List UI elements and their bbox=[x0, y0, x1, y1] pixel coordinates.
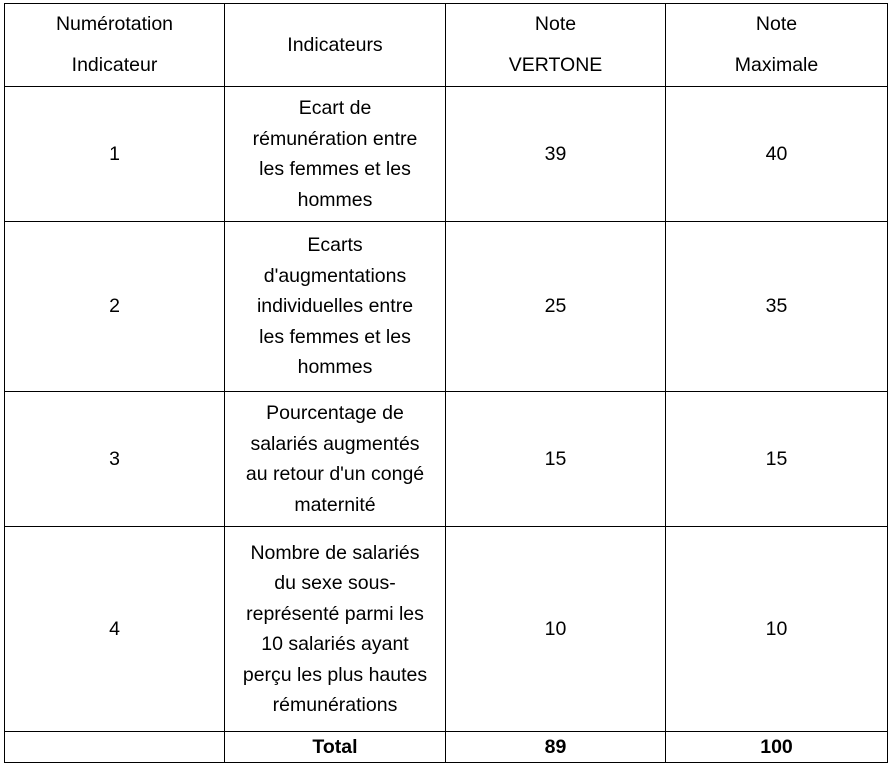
header-note-vertone bbox=[446, 4, 666, 87]
header-note-vertone-line-2: VERTONE bbox=[508, 54, 603, 76]
indicator-line: représenté parmi les bbox=[246, 602, 424, 625]
indicator-line: hommes bbox=[297, 188, 373, 211]
header-numerotation bbox=[5, 4, 225, 87]
row-number: 2 bbox=[5, 222, 225, 392]
indicator-line: individuelles entre bbox=[256, 295, 414, 318]
row-number: 4 bbox=[5, 527, 225, 732]
row-note-vertone: 39 bbox=[446, 87, 666, 222]
row-note-vertone: 25 bbox=[446, 222, 666, 392]
indicator-line: les femmes et les bbox=[259, 325, 411, 348]
indicator-line: Ecarts bbox=[307, 234, 363, 257]
total-empty-cell bbox=[5, 732, 225, 763]
indicator-line: Nombre de salariés bbox=[250, 541, 420, 564]
indicator-line: salariés augmentés bbox=[250, 432, 420, 455]
header-indicateurs bbox=[225, 4, 446, 87]
indicator-line: maternité bbox=[294, 493, 376, 516]
row-note-max: 15 bbox=[666, 392, 888, 527]
row-indicator bbox=[225, 392, 446, 527]
indicator-line: d'augmentations bbox=[263, 264, 407, 287]
row-note-vertone: 15 bbox=[446, 392, 666, 527]
indicator-line: rémunération entre bbox=[252, 127, 418, 150]
row-note-vertone: 10 bbox=[446, 527, 666, 732]
total-row bbox=[5, 732, 888, 763]
header-numerotation-line-1: Numérotation bbox=[55, 13, 174, 35]
total-note-vertone: 89 bbox=[446, 732, 666, 763]
header-row bbox=[5, 4, 888, 87]
row-indicator bbox=[225, 222, 446, 392]
row-indicator bbox=[225, 87, 446, 222]
indicators-table bbox=[4, 3, 888, 763]
indicator-line: 10 salariés ayant bbox=[261, 633, 409, 655]
indicator-line: Ecart de bbox=[298, 97, 372, 119]
row-number: 3 bbox=[5, 392, 225, 527]
indicator-line: perçu les plus hautes bbox=[242, 663, 428, 686]
header-note-max bbox=[666, 4, 888, 87]
row-number: 1 bbox=[5, 87, 225, 222]
header-note-max-line-2: Maximale bbox=[734, 54, 819, 76]
indicator-line: du sexe sous- bbox=[274, 572, 396, 594]
header-note-vertone-line-1: Note bbox=[534, 13, 577, 35]
total-note-max: 100 bbox=[666, 732, 888, 763]
indicator-line: rémunérations bbox=[272, 694, 398, 716]
table-row bbox=[5, 222, 888, 392]
row-note-max: 40 bbox=[666, 87, 888, 222]
row-note-max: 35 bbox=[666, 222, 888, 392]
total-label: Total bbox=[225, 732, 446, 763]
row-indicator bbox=[225, 527, 446, 732]
indicator-line: les femmes et les bbox=[259, 158, 411, 180]
table-row bbox=[5, 87, 888, 222]
row-note-max: 10 bbox=[666, 527, 888, 732]
table-row bbox=[5, 527, 888, 732]
indicator-line: Pourcentage de bbox=[266, 402, 404, 424]
header-indicateurs-label: Indicateurs bbox=[287, 33, 383, 56]
table-row bbox=[5, 392, 888, 527]
header-note-max-line-1: Note bbox=[755, 13, 798, 35]
header-numerotation-line-2: Indicateur bbox=[71, 54, 158, 76]
indicator-line: au retour d'un congé bbox=[245, 463, 425, 485]
indicator-line: hommes bbox=[297, 356, 373, 379]
